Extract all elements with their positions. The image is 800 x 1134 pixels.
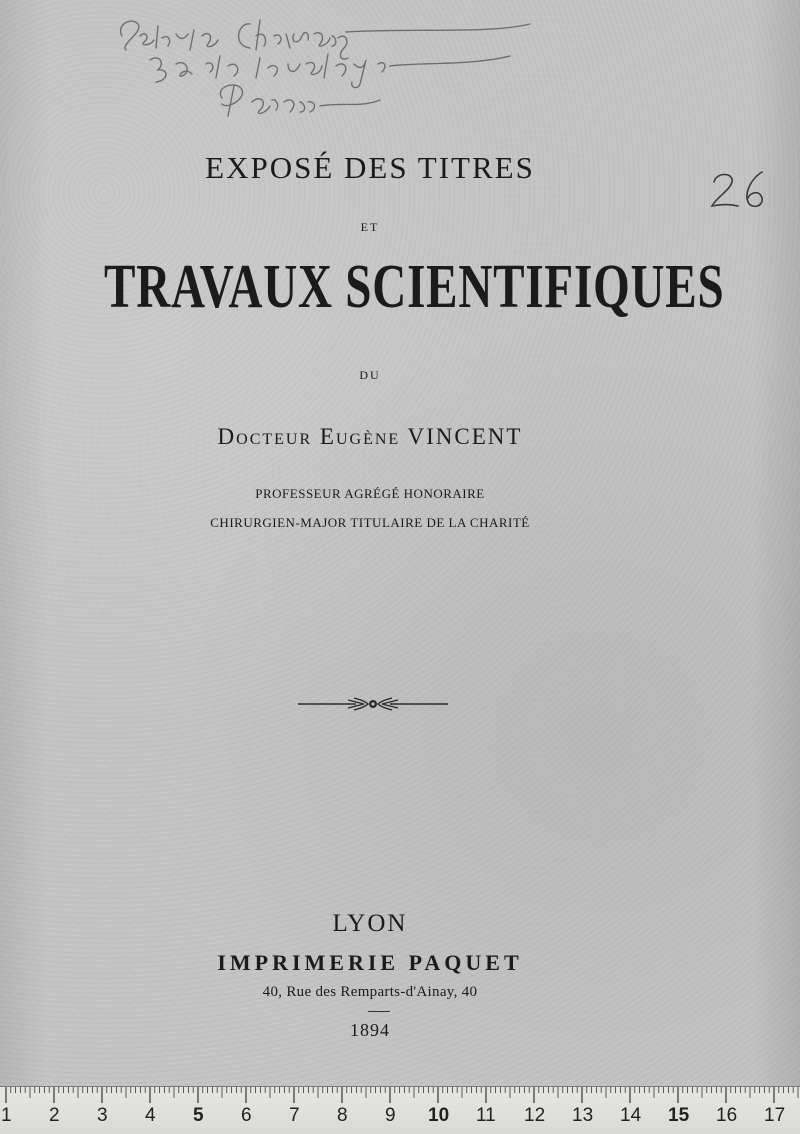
imprint-city: LYON [332, 910, 408, 937]
ruler-label: 5 [193, 1105, 204, 1126]
title-conjunction: ET [360, 220, 380, 234]
ruler-label: 12 [524, 1105, 546, 1126]
ruler-label: 17 [764, 1105, 786, 1126]
ruler-label: 10 [428, 1105, 450, 1126]
handwritten-address-note [110, 6, 550, 122]
imprint-year: 1894 [350, 1020, 390, 1040]
ornamental-divider [298, 694, 448, 714]
ruler-label: 11 [476, 1105, 496, 1126]
short-rule [368, 1011, 390, 1012]
ruler-label: 14 [620, 1105, 642, 1126]
main-title: TRAVAUX SCIENTIFIQUES [104, 253, 725, 321]
ruler-label: 8 [337, 1105, 348, 1126]
ruler-label: 7 [289, 1105, 300, 1126]
ruler-label: 16 [716, 1105, 738, 1126]
title-top-line: EXPOSÉ DES TITRES [205, 150, 535, 185]
imprint-printer: IMPRIMERIE PAQUET [217, 950, 523, 975]
title-preposition: DU [359, 368, 381, 382]
imprint-address: 40, Rue des Remparts-d'Ainay, 40 [262, 984, 478, 1000]
handwritten-address-drawing [110, 6, 550, 122]
author-name: Docteur Eugène VINCENT [217, 424, 523, 449]
ornament-icon [298, 694, 448, 714]
ruler-label: 3 [97, 1105, 108, 1126]
ruler-label: 9 [385, 1105, 396, 1126]
measuring-ruler [0, 1086, 800, 1134]
ruler-label: 15 [668, 1105, 690, 1126]
ruler-label: 4 [145, 1105, 156, 1126]
author-role-2: CHIRURGIEN-MAJOR TITULAIRE DE LA CHARITÉ [210, 515, 530, 530]
ruler-label: 13 [572, 1105, 594, 1126]
ruler-label: 2 [49, 1105, 60, 1126]
ruler-label: 6 [241, 1105, 252, 1126]
ruler-label: 1 [1, 1105, 12, 1126]
author-role-1: PROFESSEUR AGRÉGÉ HONORAIRE [255, 486, 485, 501]
